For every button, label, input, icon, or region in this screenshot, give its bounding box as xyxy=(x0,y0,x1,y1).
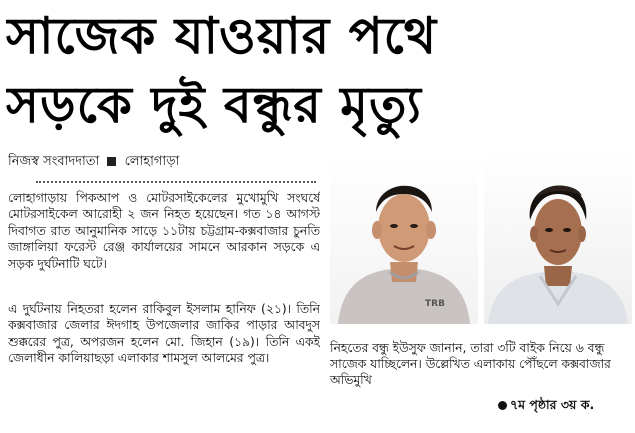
byline xyxy=(8,152,318,173)
byline-reporter: নিজস্ব সংবাদদাতা xyxy=(8,154,100,169)
headline-line-1: সাজেক যাওয়ার পথে xyxy=(6,7,438,65)
body-paragraph-1: লোহাগাড়ায় পিকআপ ও মোটরসাইকেলের মুখোমুখি সংঘর্ষে মোটরসাইকেল আরোহী ২ জন নিহত হয়েছেন। গত ১৪ আগস্ট দিবাগত রাত আনুমানিক সাড়ে ১১টায় চট্টগ্রাম-কক্সবাজার চুনতি জাঙ্গালিয়া ফরেস্ট রেঞ্জ কার্যালয়ের সামনে আরকান সড়কে এ সড়ক দুর্ঘটনাটি ঘটে। xyxy=(8,191,320,271)
headline-line-2: সড়কে দুই বন্ধুর মৃত্যু xyxy=(6,76,423,134)
photo-caption: নিহতের বন্ধু ইউসুফ জানান, তারা ৩টি বাইক নিয়ে ৬ বন্ধু সাজেক যাচ্ছিলেন। উল্লেখিত এলাকায় পৌঁছলে কক্সবাজার অভিমুখি xyxy=(330,341,611,387)
continuation-text: ৭ম পৃষ্ঠার ৩য় ক. xyxy=(510,397,595,412)
square-bullet-icon xyxy=(107,157,116,166)
headline xyxy=(6,2,631,140)
victim-photo-right xyxy=(484,154,632,324)
bullet-dot-icon xyxy=(498,401,507,410)
continuation-note xyxy=(498,397,594,417)
victim-portrait-left-icon xyxy=(330,154,478,324)
victim-portrait-right-icon xyxy=(484,154,632,324)
body-paragraph-2: এ দুর্ঘটনায় নিহতরা হলেন রাকিবুল ইসলাম হানিফ (২১)। তিনি কক্সবাজার জেলার ঈদগাহ উপজেলার জাকির পাড়ার আবদুস শুক্করের পুত্র, অপরজন হলেন মো. জিহান (১৯)। তিনি একই জেলাধীন কালিয়াছড়া এলাকার শামসুল আলমের পুত্র। xyxy=(8,302,320,366)
victim-photo-left xyxy=(330,154,478,324)
shirt-print-text: TRB xyxy=(425,299,445,309)
dotted-divider xyxy=(36,181,316,183)
byline-location: লোহাগাড়া xyxy=(124,154,180,169)
